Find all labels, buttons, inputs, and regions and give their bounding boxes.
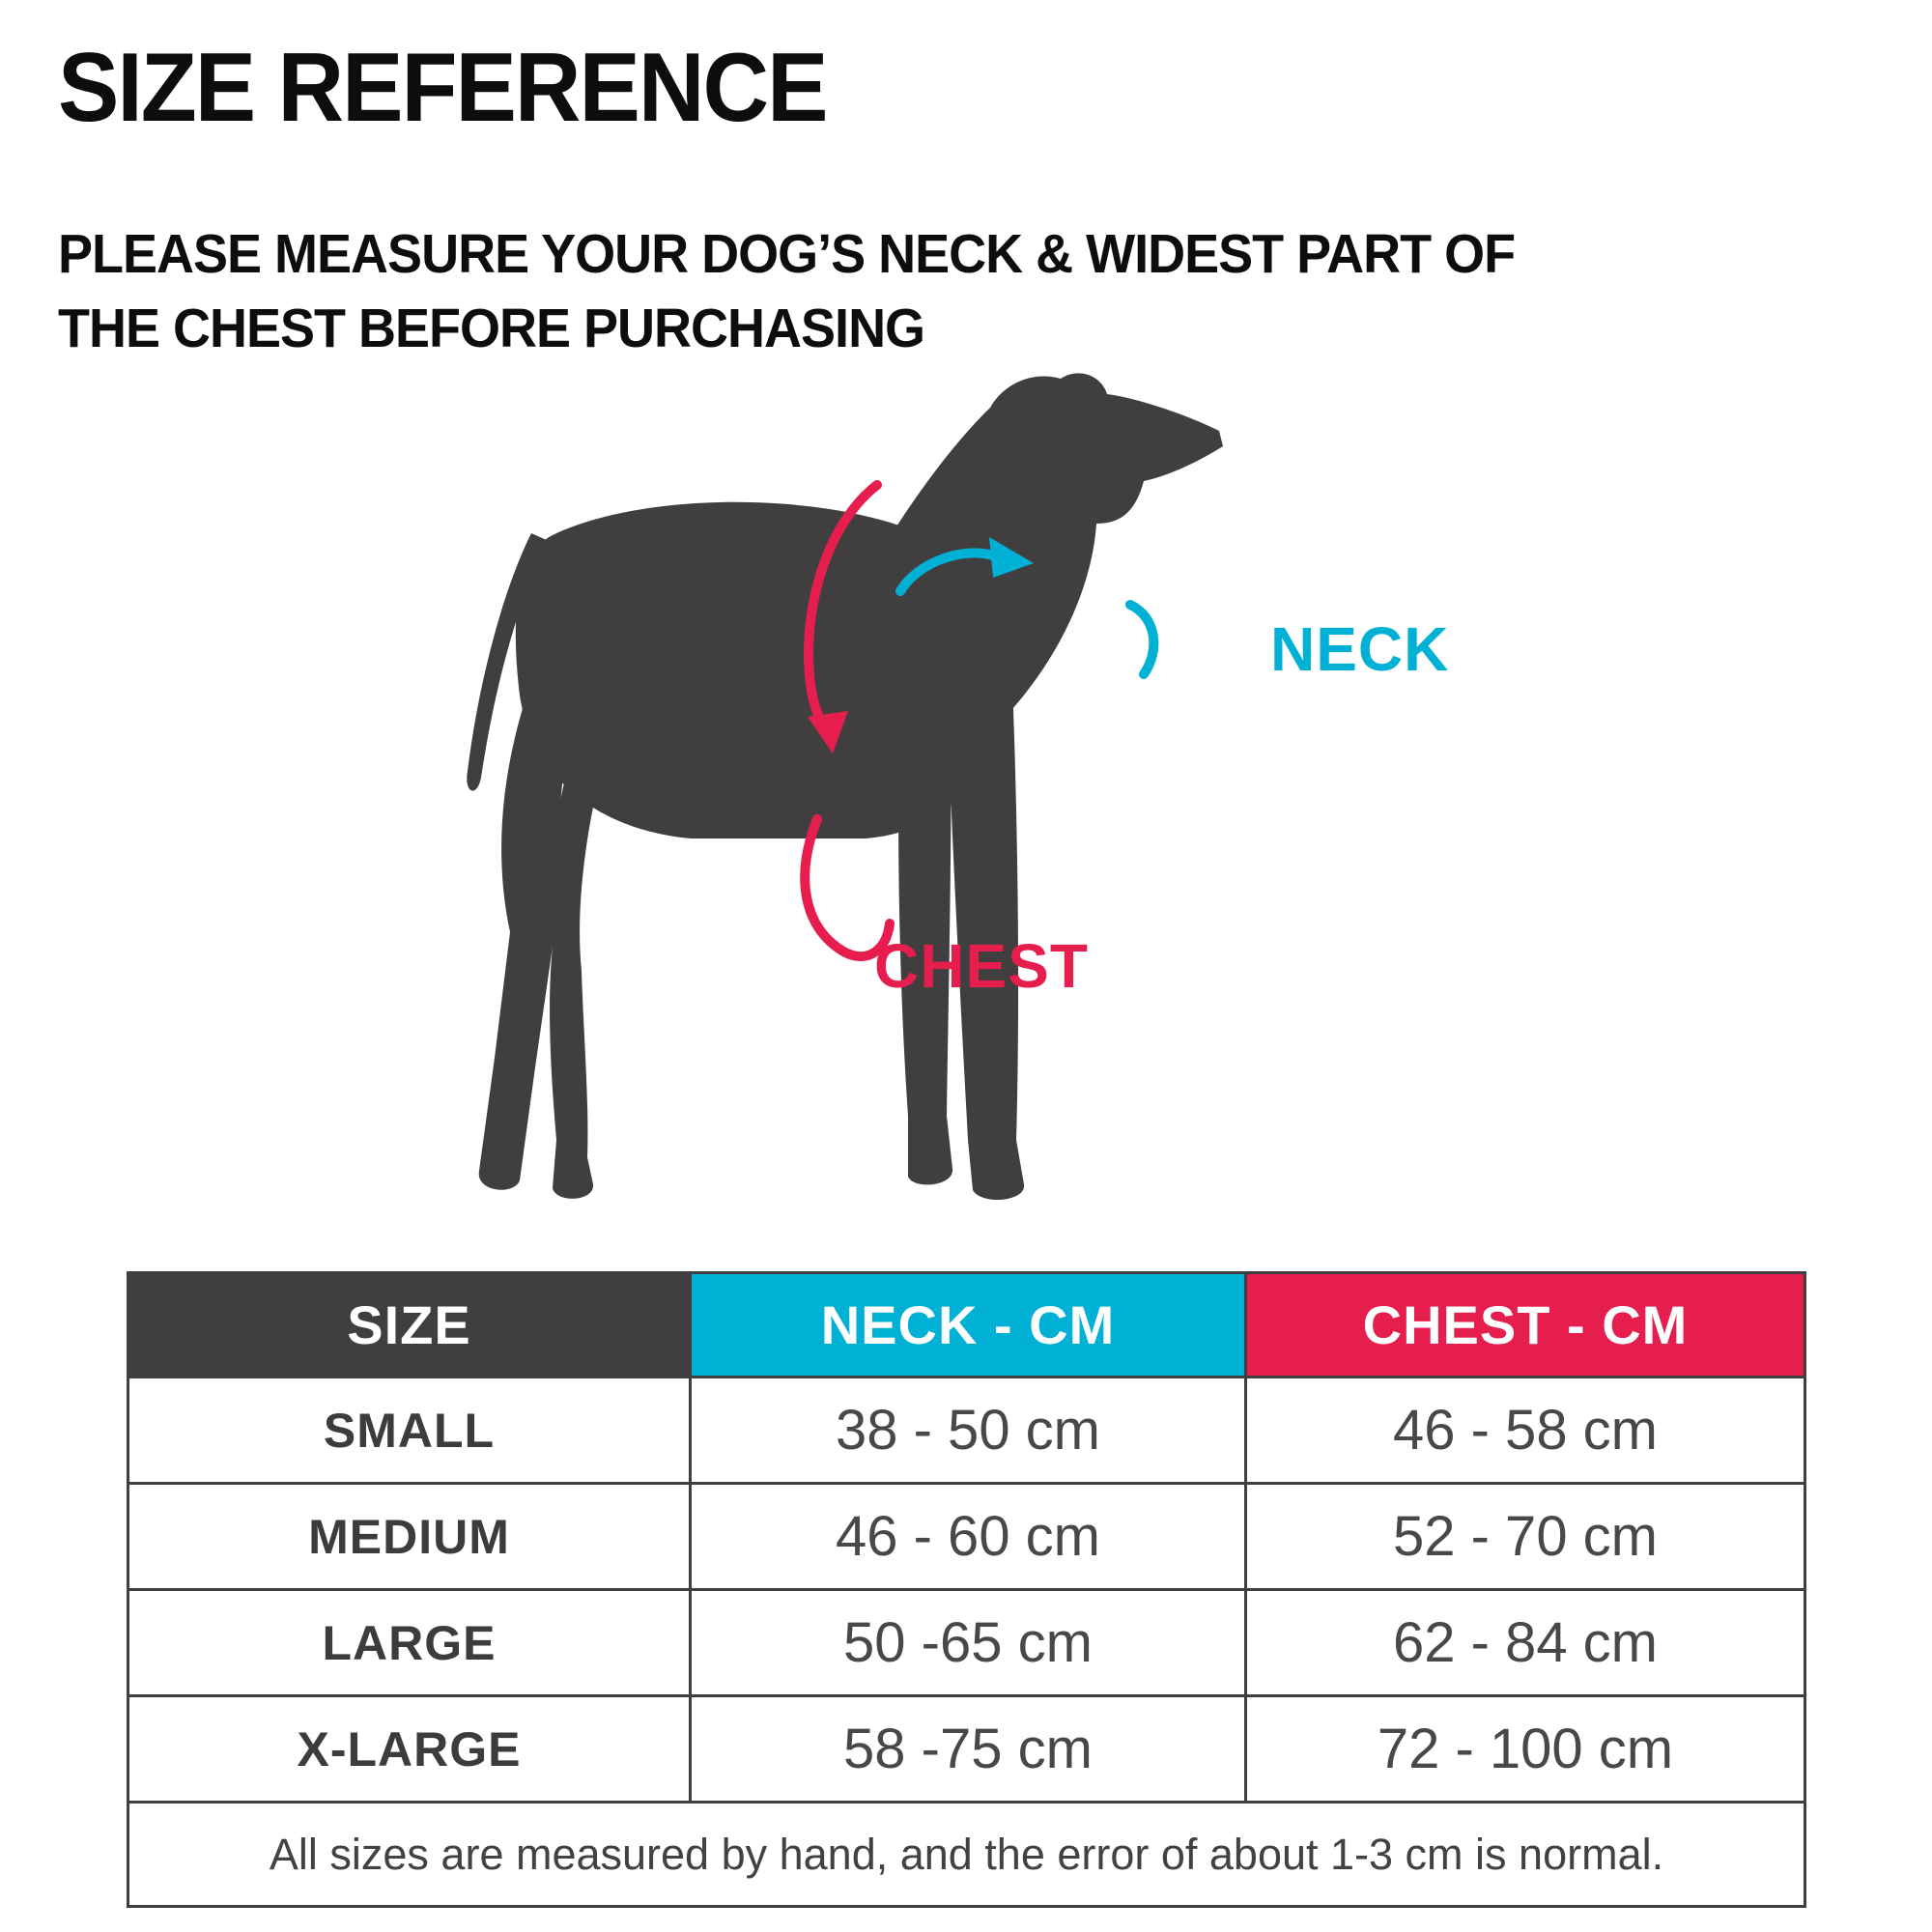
table-row-small-size: SMALL <box>129 1376 689 1482</box>
table-header-size: SIZE <box>129 1274 689 1376</box>
dog-silhouette <box>467 373 1223 1200</box>
dog-measurement-diagram <box>464 367 1450 1227</box>
subtitle <box>58 218 1515 367</box>
dog-silhouette-graphic <box>464 367 1420 1227</box>
table-row-medium-size: MEDIUM <box>129 1482 689 1588</box>
table-row-xlarge-chest: 72 - 100 cm <box>1244 1694 1804 1801</box>
table-row-small-neck: 38 - 50 cm <box>689 1376 1244 1482</box>
table-row-large-chest: 62 - 84 cm <box>1244 1588 1804 1694</box>
table-row-medium-neck: 46 - 60 cm <box>689 1482 1244 1588</box>
table-footnote: All sizes are measured by hand, and the error of about 1-3 cm is normal. <box>129 1801 1804 1905</box>
table-header-neck: NECK - CM <box>689 1274 1244 1376</box>
table-header-chest: CHEST - CM <box>1244 1274 1804 1376</box>
table-row-medium-chest: 52 - 70 cm <box>1244 1482 1804 1588</box>
subtitle-line-2: THE CHEST BEFORE PURCHASING <box>58 298 925 359</box>
table-row-xlarge-neck: 58 -75 cm <box>689 1694 1244 1801</box>
page-title: SIZE REFERENCE <box>58 34 827 143</box>
neck-label: NECK <box>1270 614 1450 684</box>
table-row-large-size: LARGE <box>129 1588 689 1694</box>
size-table <box>127 1271 1806 1908</box>
table-row-xlarge-size: X-LARGE <box>129 1694 689 1801</box>
subtitle-line-1: PLEASE MEASURE YOUR DOG’S NECK & WIDEST PART OF <box>58 224 1516 285</box>
table-row-large-neck: 50 -65 cm <box>689 1588 1244 1694</box>
chest-label: CHEST <box>874 931 1089 1001</box>
dog-rear-leg-far-shape <box>479 705 565 1190</box>
dog-rear-leg-near-shape <box>550 749 607 1199</box>
table-row-small-chest: 46 - 58 cm <box>1244 1376 1804 1482</box>
